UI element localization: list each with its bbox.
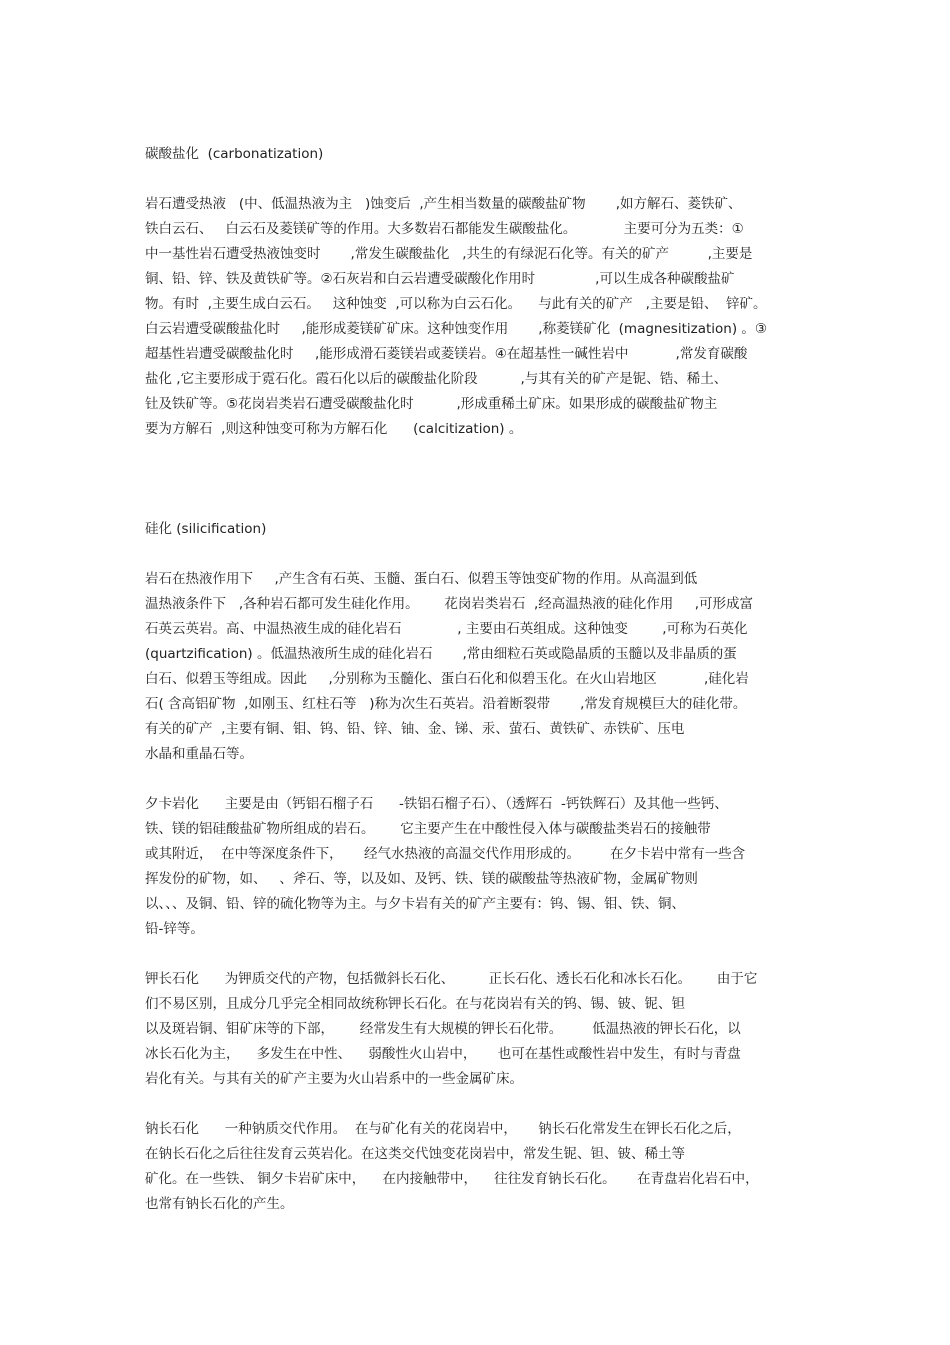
paragraph-line: 铅-锌等。 bbox=[145, 921, 204, 937]
paragraph-line: 石( 含高铝矿物 ,如刚玉、红柱石等 )称为次生石英岩。沿着断裂带 ,常发育规模巨大的硅化带。 bbox=[145, 696, 747, 712]
paragraph-line: 超基性岩遭受碳酸盐化时 ,能形成滑石菱镁岩或菱镁岩。④在超基性一碱性岩中 ,常发育碳酸 bbox=[145, 346, 748, 362]
paragraph-line: 们不易区别，且成分几乎完全相同故统称钾长石化。在与花岗岩有关的钨、锡、铍、铌、钽 bbox=[145, 996, 685, 1012]
paragraph-line: 以、、、及铜、铅、锌的硫化物等为主。与夕卡岩有关的矿产主要有：钨、锡、钼、铁、铜、 bbox=[145, 896, 685, 912]
section-heading-silicification: 硅化 (silicification) bbox=[145, 521, 267, 537]
paragraph-line: 矿化。在一些铁、 铜夕卡岩矿床中， 在内接触带中， 往往发育钠长石化。 在青盘岩化岩石中， bbox=[145, 1171, 759, 1187]
paragraph-line: 以及斑岩铜、钼矿床等的下部， 经常发生有大规模的钾长石化带。 低温热液的钾长石化，以 bbox=[145, 1021, 741, 1037]
paragraph-line: 岩石在热液作用下 ,产生含有石英、玉髓、蛋白石、似碧玉等蚀变矿物的作用。从高温到低 bbox=[145, 571, 698, 587]
paragraph-line: 要为方解石 ,则这种蚀变可称为方解石化 (calcitization) 。 bbox=[145, 421, 523, 437]
paragraph-line: 有关的矿产 ,主要有铜、钼、钨、铅、锌、铀、金、锑、汞、萤石、黄铁矿、赤铁矿、压电 bbox=[145, 721, 685, 737]
paragraph-line: 岩化有关。与其有关的矿产主要为火山岩系中的一些金属矿床。 bbox=[145, 1071, 523, 1087]
paragraph-line: 钍及铁矿等。⑤花岗岩类岩石遭受碳酸盐化时 ,形成重稀土矿床。如果形成的碳酸盐矿物主 bbox=[145, 396, 718, 412]
paragraph-line: 或其附近， 在中等深度条件下， 经气水热液的高温交代作用形成的。 在夕卡岩中常有一些含 bbox=[145, 846, 746, 862]
paragraph-line: 冰长石化为主， 多发生在中性、 弱酸性火山岩中， 也可在基性或酸性岩中发生，有时与青盘 bbox=[145, 1046, 741, 1062]
paragraph-line: 白石、似碧玉等组成。因此 ,分别称为玉髓化、蛋白石化和似碧玉化。在火山岩地区 ,硅化岩 bbox=[145, 671, 749, 687]
paragraph-line: 在钠长石化之后往往发育云英岩化。在这类交代蚀变花岗岩中，常发生铌、钽、铍、稀土等 bbox=[145, 1146, 685, 1162]
paragraph-line: 白云岩遭受碳酸盐化时 ,能形成菱镁矿矿床。这种蚀变作用 ,称菱镁矿化 (magnesitization) 。③ bbox=[145, 321, 767, 337]
paragraph-line: 中一基性岩石遭受热液蚀变时 ,常发生碳酸盐化 ,共生的有绿泥石化等。有关的矿产 ,主要是 bbox=[145, 246, 753, 262]
paragraph-line: 夕卡岩化 主要是由（钙铝石榴子石 -铁铝石榴子石）、（透辉石 -钙铁辉石）及其他一些钙、 bbox=[145, 796, 728, 812]
paragraph-line: 钠长石化 一种钠质交代作用。 在与矿化有关的花岗岩中， 钠长石化常发生在钾长石化之后， bbox=[145, 1121, 741, 1137]
paragraph-line: 也常有钠长石化的产生。 bbox=[145, 1196, 294, 1212]
paragraph-line: 岩石遭受热液 (中、低温热液为主 )蚀变后 ,产生相当数量的碳酸盐矿物 ,如方解石、菱铁矿、 bbox=[145, 196, 742, 212]
paragraph-line: 物。有时 ,主要生成白云石。 这种蚀变 ,可以称为白云石化。 与此有关的矿产 ,主要是铅、 锌矿。 bbox=[145, 296, 767, 312]
paragraph-line: 挥发份的矿物，如、 、斧石、等，以及如、及钙、铁、镁的碳酸盐等热液矿物，金属矿物则 bbox=[145, 871, 698, 887]
paragraph-line: 钾长石化 为钾质交代的产物，包括微斜长石化、 正长石化、透长石化和冰长石化。 由于它 bbox=[145, 971, 758, 987]
paragraph-line: 石英云英岩。高、中温热液生成的硅化岩石 , 主要由石英组成。这种蚀变 ,可称为石英化 bbox=[145, 621, 748, 637]
paragraph-line: 水晶和重晶石等。 bbox=[145, 746, 253, 762]
paragraph-line: 盐化 ,它主要形成于霓石化。霞石化以后的碳酸盐化阶段 ,与其有关的矿产是铌、锆、稀土、 bbox=[145, 371, 728, 387]
paragraph-line: 铁、镁的铝硅酸盐矿物所组成的岩石。 它主要产生在中酸性侵入体与碳酸盐类岩石的接触带 bbox=[145, 821, 711, 837]
paragraph-line: 铁白云石、 白云石及菱镁矿等的作用。大多数岩石都能发生碳酸盐化。 主要可分为五类：① bbox=[145, 221, 744, 237]
section-heading-carbonatization: 碳酸盐化 (carbonatization) bbox=[145, 146, 324, 162]
paragraph-line: (quartzification) 。低温热液所生成的硅化岩石 ,常由细粒石英或隐晶质的玉髓以及非晶质的蛋 bbox=[145, 646, 737, 662]
paragraph-line: 温热液条件下 ,各种岩石都可发生硅化作用。 花岗岩类岩石 ,经高温热液的硅化作用 ,可形成富 bbox=[145, 596, 754, 612]
paragraph-line: 铜、铅、锌、铁及黄铁矿等。②石灰岩和白云岩遭受碳酸化作用时 ,可以生成各种碳酸盐矿 bbox=[145, 271, 735, 287]
